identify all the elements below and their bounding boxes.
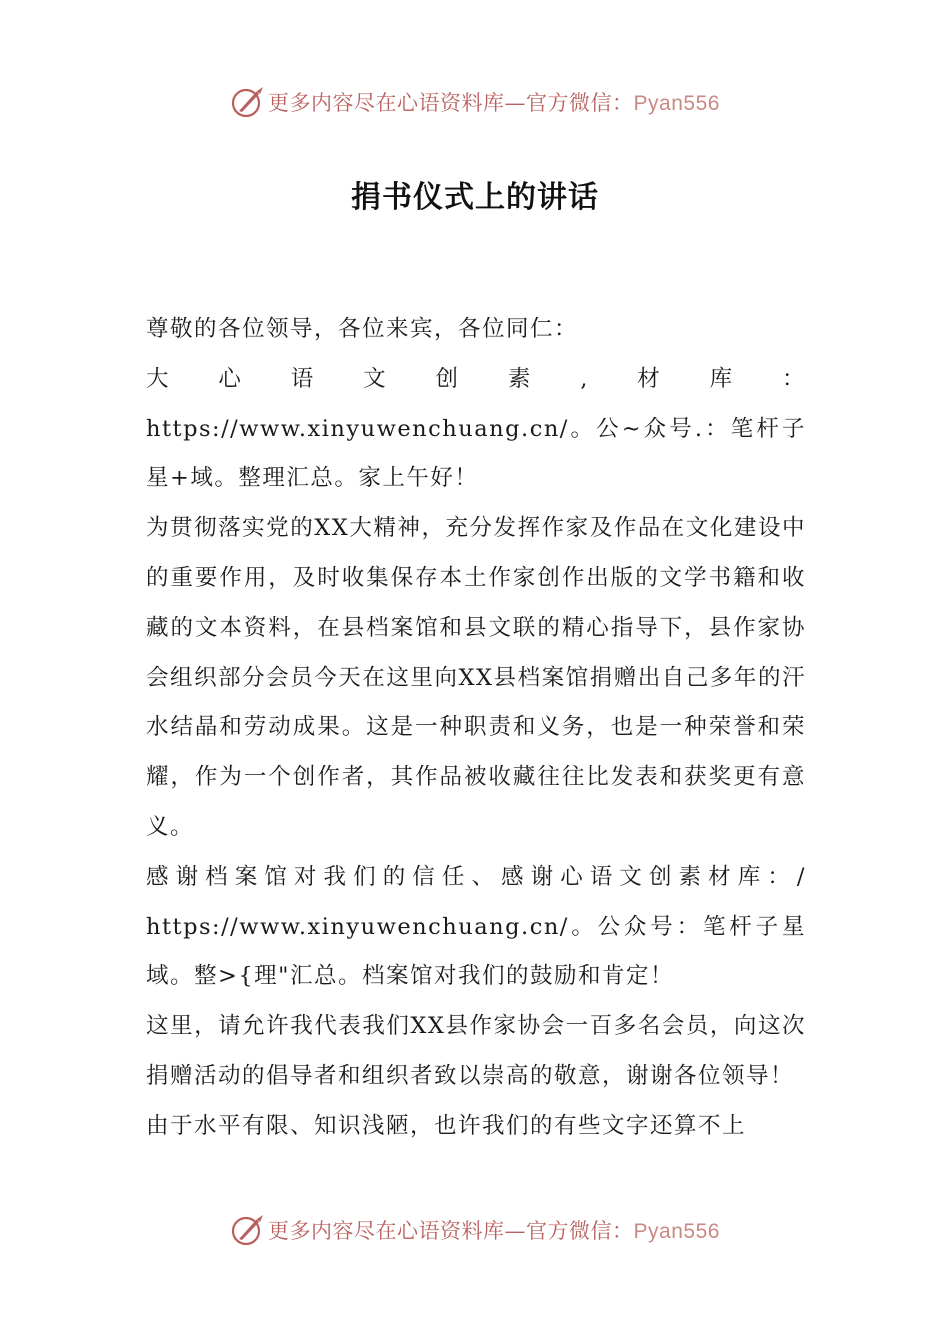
banner-text (268, 87, 720, 117)
paragraph-salutation: 尊敬的各位领导，各位来宾，各位同仁： (146, 316, 579, 342)
banner-wechat-id: Pyan556 (633, 1220, 720, 1243)
banner-wechat-id: Pyan556 (633, 92, 720, 115)
header-banner (0, 82, 950, 122)
banner-label: 更多内容尽在心语资料库—官方微信： (268, 91, 634, 115)
paragraph: 感谢档案馆对我们的信任、感谢心语文创素材库：/ https://www.xinyuwenchuang.cn/。公众号：笔杆子星域。整>{理"汇总。档案馆对我们的鼓励和肯定！ (146, 863, 806, 990)
quill-pen-icon (230, 1213, 264, 1247)
paragraph: 由于水平有限、知识浅陋，也许我们的有些文字还算不上 (146, 1112, 747, 1139)
paragraph: 为贯彻落实党的XX大精神，充分发挥作家及作品在文化建设中的重要作用，及时收集保存本土作家创作出版的文学书籍和收藏的文本资料，在县档案馆和县文联的精心指导下，县作家协会组织部分会员今天在这里向XX县档案馆捐赠出自己多年的汗水结晶和劳动成果。这是一种职责和义务，也是一种荣誉和荣耀，作为一个创作者，其作品被收藏往往比发表和获奖更有意义。 (146, 515, 806, 840)
banner-text (268, 1215, 720, 1245)
banner-label: 更多内容尽在心语资料库—官方微信： (268, 1219, 634, 1243)
paragraph: 这里，请允许我代表我们XX县作家协会一百多名会员，向这次捐赠活动的倡导者和组织者致以崇高的敬意，谢谢各位领导！ (146, 1013, 806, 1089)
document-body (146, 305, 806, 1152)
document-title: 捐书仪式上的讲话 (351, 180, 599, 215)
paragraph: 大心语文创素,材库：https://www.xinyuwenchuang.cn/。公~众号.：笔杆子星+域。整理汇总。家上午好！ (146, 365, 806, 492)
footer-banner (0, 1210, 950, 1250)
quill-pen-icon (230, 85, 264, 119)
